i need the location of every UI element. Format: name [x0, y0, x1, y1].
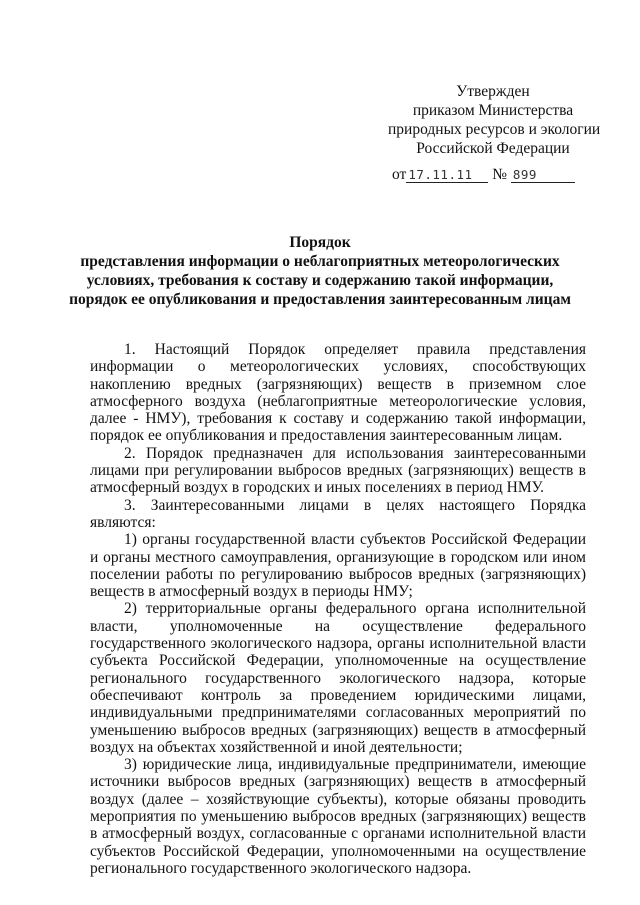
order-date: 17.11.11	[406, 167, 488, 183]
paragraph: 3) юридические лица, индивидуальные предприниматели, имеющие источники выбросов вредных (загрязняющих) веществ в атмосферный воздух (далее – хозяйствующие субъекты), которые обязаны проводить мероприятия по уменьшению выбросов вредных (загрязняющих) веществ в атмосферный воздух, согласованные с органами исполнительной власти субъектов Российской Федерации, уполномоченными на осуществление регионального государственного экологического надзора.	[90, 756, 586, 877]
approval-line: Утвержден	[456, 83, 530, 100]
approval-line: Российской Федерации	[416, 140, 570, 157]
approval-line: приказом Министерства	[412, 102, 574, 119]
paragraph: 2) территориальные органы федерального органа исполнительной власти, уполномоченные на осуществление федерального государственного экологического надзора, органы исполнительной власти субъекта Российской Федерации, уполномоченные на осуществление регионального государственного экологического надзора, которые обеспечивают контроль за проведением юридическими лицами, индивидуальными предпринимателями согласованных мероприятий по уменьшению выбросов вредных (загрязняющих) веществ в атмосферный воздух на объектах хозяйственной и иной деятельности;	[90, 600, 586, 756]
approval-line: природных ресурсов и экологии	[388, 121, 601, 138]
document-subtitle: представления информации о неблагоприятных метеорологических условиях, требования к составу и содержанию такой информации, порядок ее опубликования и предоставления заинтересованным лицам	[69, 253, 571, 308]
paragraph: 1. Настоящий Порядок определяет правила представления информации о метеорологических условиях, способствующих накоплению вредных (загрязняющих) веществ в приземном слое атмосферного воздуха (неблагоприятные метеорологические условия, далее - НМУ), требования к составу и содержанию такой информации, порядок ее опубликования и предоставления заинтересованным лицам.	[90, 341, 586, 445]
number-prefix: №	[492, 166, 507, 183]
order-reference	[392, 166, 575, 184]
document-body	[90, 341, 586, 877]
approval-stamp	[388, 82, 601, 158]
date-prefix: от	[392, 166, 407, 183]
paragraph: 3. Заинтересованными лицами в целях настоящего Порядка являются:	[90, 496, 586, 531]
order-number: 899	[511, 167, 575, 183]
paragraph: 1) органы государственной власти субъектов Российской Федерации и органы местного самоуправления, организующие в городском или ином поселении работы по регулированию выбросов вредных (загрязняющих) веществ в атмосферный воздух в периоды НМУ;	[90, 531, 586, 601]
paragraph: 2. Порядок предназначен для использования заинтересованными лицами при регулировании выбросов вредных (загрязняющих) веществ в атмосферный воздух в городских и иных поселениях в период НМУ.	[90, 444, 586, 497]
document-title: Порядок	[289, 234, 351, 251]
